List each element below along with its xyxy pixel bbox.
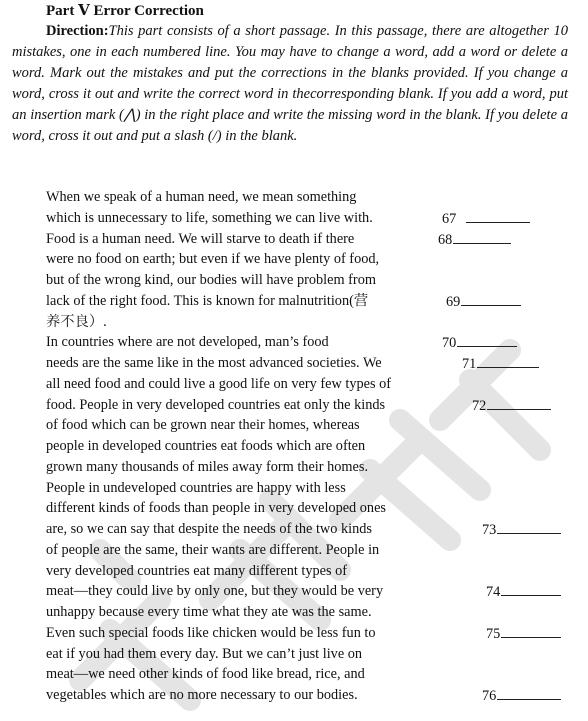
passage-line: [46, 249, 586, 270]
answer-blank-72[interactable]: [487, 395, 551, 410]
directions-label: Direction:: [46, 23, 109, 39]
passage-line: [46, 457, 586, 478]
passage-line: [46, 623, 586, 644]
passage-line: [46, 664, 586, 685]
answer-blank-69[interactable]: [461, 291, 521, 306]
passage-line: [46, 374, 586, 395]
line-number: 76: [482, 688, 497, 704]
passage-line-text: People in undeveloped countries are happy with less: [46, 479, 346, 496]
line-number: 71: [462, 356, 477, 372]
line-number: 74: [486, 584, 501, 601]
passage-line: [46, 644, 586, 665]
directions-paragraph: [12, 21, 568, 147]
passage-line: [46, 332, 586, 353]
passage-line-text: very developed countries eat many different types of: [46, 562, 348, 579]
passage-line: [46, 436, 586, 457]
passage-line-text: all need food and could live a good life on very few types of: [46, 375, 392, 392]
line-number: 72: [472, 397, 487, 414]
answer-item-71: [462, 353, 539, 375]
passage-line-text: In countries where are not developed, man’s food: [46, 334, 329, 351]
passage-line: [46, 478, 586, 499]
passage-line-text: 养不良）.: [46, 313, 107, 330]
passage-line: [46, 519, 586, 540]
answer-item-74: [486, 581, 561, 603]
passage-line-text: lack of the right food. This is known for malnutrition(营: [46, 292, 369, 309]
passage-line: [46, 602, 586, 623]
passage-line: [46, 291, 586, 312]
passage-line-text: different kinds of foods than people in very developed ones: [46, 500, 386, 517]
passage-line-text: are, so we can say that despite the needs of the two kinds: [46, 521, 372, 537]
passage-line: [46, 395, 586, 416]
passage-line-text: food. People in very developed countries eat only the kinds: [46, 396, 386, 413]
answer-blank-68[interactable]: [453, 229, 511, 244]
passage-line-text: grown many thousands of miles away form their homes.: [46, 458, 369, 475]
passage-line-text: but of the wrong kind, our bodies will have problem from: [46, 272, 376, 288]
passage-line-text: were no food on earth; but even if we have plenty of food,: [46, 251, 380, 268]
answer-item-76: [482, 685, 561, 707]
answer-item-73: [482, 519, 561, 541]
passage-line-text: When we speak of a human need, we mean something: [46, 189, 357, 205]
passage-line: [46, 187, 586, 208]
answer-item-70: [442, 332, 517, 354]
passage-line-text: people in developed countries eat foods which are often: [46, 438, 366, 454]
passage-line-text: meat—they could live by only one, but they would be very: [46, 583, 384, 600]
answer-blank-73[interactable]: [497, 519, 561, 534]
line-number: 75: [486, 625, 501, 642]
passage-line-text: eat if you had them every day. But we can’t just live on: [46, 645, 363, 662]
passage-line: [46, 415, 586, 436]
passage-line-text: Even such special foods like chicken would be less fun to: [46, 624, 376, 641]
answer-item-67: [442, 208, 530, 230]
line-number: 69: [446, 293, 461, 310]
passage-block: [46, 187, 586, 706]
passage-line-text: vegetables which are no more necessary to our bodies.: [46, 687, 358, 703]
passage-line: [46, 540, 586, 561]
passage-line: [46, 581, 586, 602]
answer-blank-74[interactable]: [501, 581, 561, 596]
answer-blank-70[interactable]: [457, 332, 517, 347]
answer-item-72: [472, 395, 551, 417]
line-number: 70: [442, 335, 457, 352]
answer-blank-76[interactable]: [497, 685, 561, 700]
section-title: Part Ⅴ Error Correction: [46, 3, 204, 19]
passage-line: [46, 353, 586, 374]
line-number: 73: [482, 522, 497, 538]
passage-line-text: unhappy because every time what they ate was the same.: [46, 604, 372, 620]
passage-line: [46, 685, 586, 706]
line-number: 67: [442, 210, 457, 227]
passage-line: [46, 312, 586, 333]
answer-blank-71[interactable]: [477, 353, 539, 368]
answer-item-68: [438, 229, 511, 251]
line-number: 68: [438, 231, 453, 248]
answer-blank-67[interactable]: [466, 208, 530, 223]
passage-line-text: of food which can be grown near their homes, whereas: [46, 417, 360, 434]
passage-line: [46, 270, 586, 291]
passage-line: [46, 498, 586, 519]
passage-line-text: meat—we need other kinds of food like bread, rice, and: [46, 666, 365, 683]
answer-item-69: [446, 291, 521, 313]
passage-line-text: Food is a human need. We will starve to death if there: [46, 230, 355, 247]
answer-blank-75[interactable]: [501, 623, 561, 638]
passage-line: [46, 208, 586, 229]
passage-line: [46, 561, 586, 582]
passage-line: [46, 229, 586, 250]
passage-line-text: of people are the same, their wants are different. People in: [46, 541, 380, 558]
passage-line-text: which is unnecessary to life, something we can live with.: [46, 209, 373, 226]
answer-item-75: [486, 623, 561, 645]
passage-line-text: needs are the same like in the most advanced societies. We: [46, 355, 382, 371]
directions-text: This part consists of a short passage. In this passage, there are altogether 10 mistakes, one in each numbered line. You may have to change a word, add a word or delete a word. Mark out the mistakes and put the corrections in the blanks provided. If you change a word, cross it out and write the correct word in thecorresponding blank. If you add a word, put an insertion mark (⋀) in the right place and write the missing word in the blank. If you delete a word, cross it out and put a slash (/) in the blank.: [12, 23, 568, 144]
